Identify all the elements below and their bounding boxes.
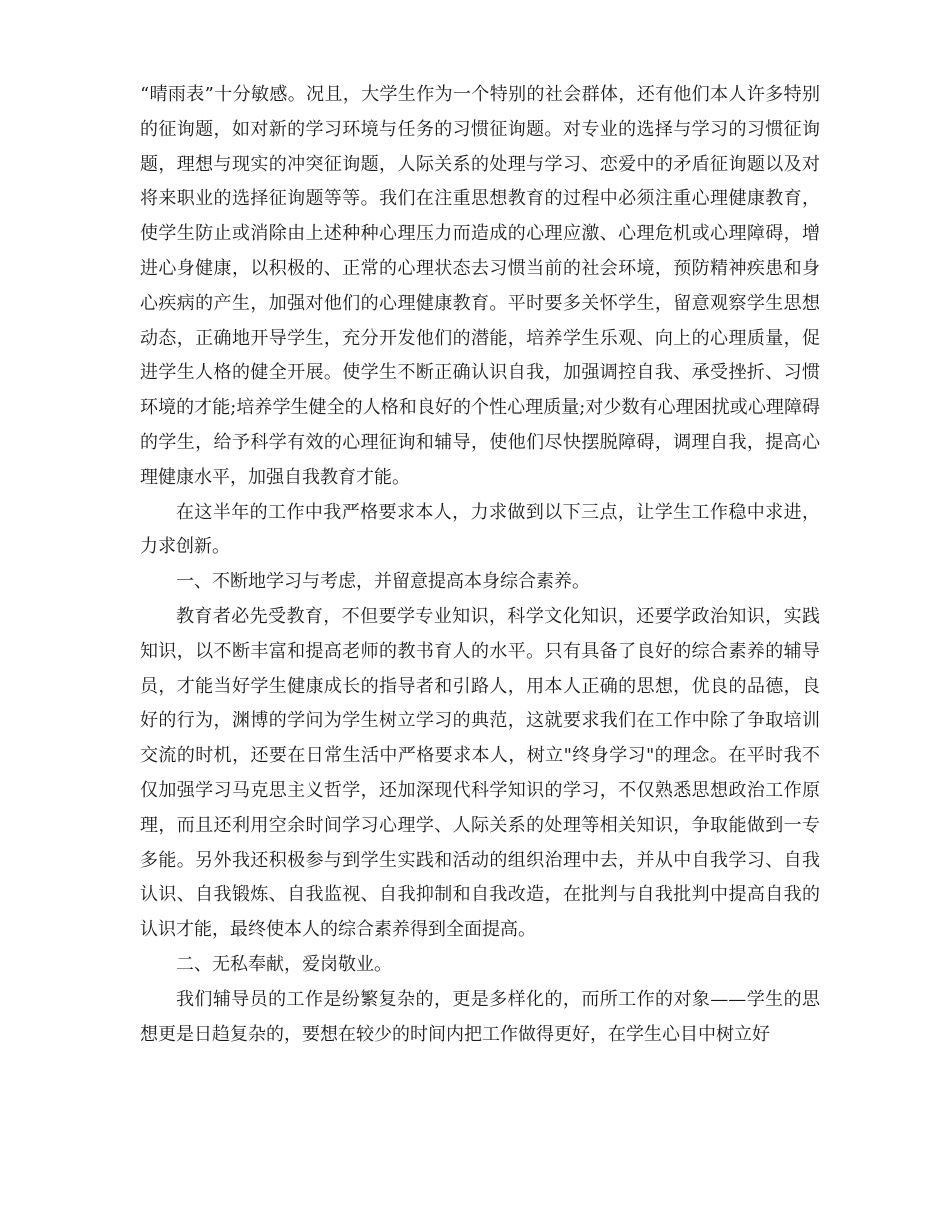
- section-heading-continuous-learning: 一、不断地学习与考虑，并留意提高本身综合素养。: [176, 571, 590, 593]
- paragraph-dedication: 我们辅导员的工作是纷繁复杂的，更是多样化的，而所工作的对象——学生的思想更是日趋复杂的，要想在较少的时间内把工作做得更好，在学生心目中树立好: [140, 988, 820, 1045]
- section-heading-dedication: 二、无私奉献，爱岗敬业。: [176, 953, 392, 975]
- paragraph-mental-health-education: “晴雨表”十分敏感。况且，大学生作为一个特别的社会群体，还有他们本人许多特别的征询题，如对新的学习环境与任务的习惯征询题。对专业的选择与学习的习惯征询题，理想与现实的冲突征询题，人际关系的处理与学习、恋爱中的矛盾征询题以及对将来职业的选择征询题等等。我们在注重思想教育的过程中必须注重心理健康教育，使学生防止或消除由上述种种心理压力而造成的心理应激、心理危机或心理障碍，增进心身健康，以积极的、正常的心理状态去习惯当前的社会环境，预防精神疾患和身心疾病的产生，加强对他们的心理健康教育。平时要多关怀学生，留意观察学生思想动态，正确地开导学生，充分开发他们的潜能，培养学生乐观、向上的心理质量，促进学生人格的健全开展。使学生不断正确认识自我，加强调控自我、承受挫折、习惯环境的才能;培养学生健全的人格和良好的个性心理质量;对少数有心理困扰或心理障碍的学生，给予科学有效的心理征询和辅导，使他们尽快摆脱障碍，调理自我，提高心理健康水平，加强自我教育才能。: [140, 84, 820, 488]
- paragraph-work-principles-intro: 在这半年的工作中我严格要求本人，力求做到以下三点，让学生工作稳中求进，力求创新。: [140, 501, 820, 558]
- paragraph-continuous-learning: 教育者必先受教育，不但要学专业知识，科学文化知识，还要学政治知识，实践知识，以不断丰富和提高老师的教书育人的水平。只有具备了良好的综合素养的辅导员，才能当好学生健康成长的指导者和引路人，用本人正确的思想，优良的品德，良好的行为，渊博的学问为学生树立学习的典范，这就要求我们在工作中除了争取培训交流的时机，还要在日常生活中严格要求本人，树立"终身学习"的理念。在平时我不仅加强学习马克思主义哲学，还加深现代科学知识的学习，不仅熟悉思想政治工作原理，而且还利用空余时间学习心理学、人际关系的处理等相关知识，争取能做到一专多能。另外我还积极参与到学生实践和活动的组织治理中去，并从中自我学习、自我认识、自我锻炼、自我监视、自我抑制和自我改造，在批判与自我批判中提高自我的认识才能，最终使本人的综合素养得到全面提高。: [140, 605, 820, 941]
- document-page: [140, 78, 820, 1052]
